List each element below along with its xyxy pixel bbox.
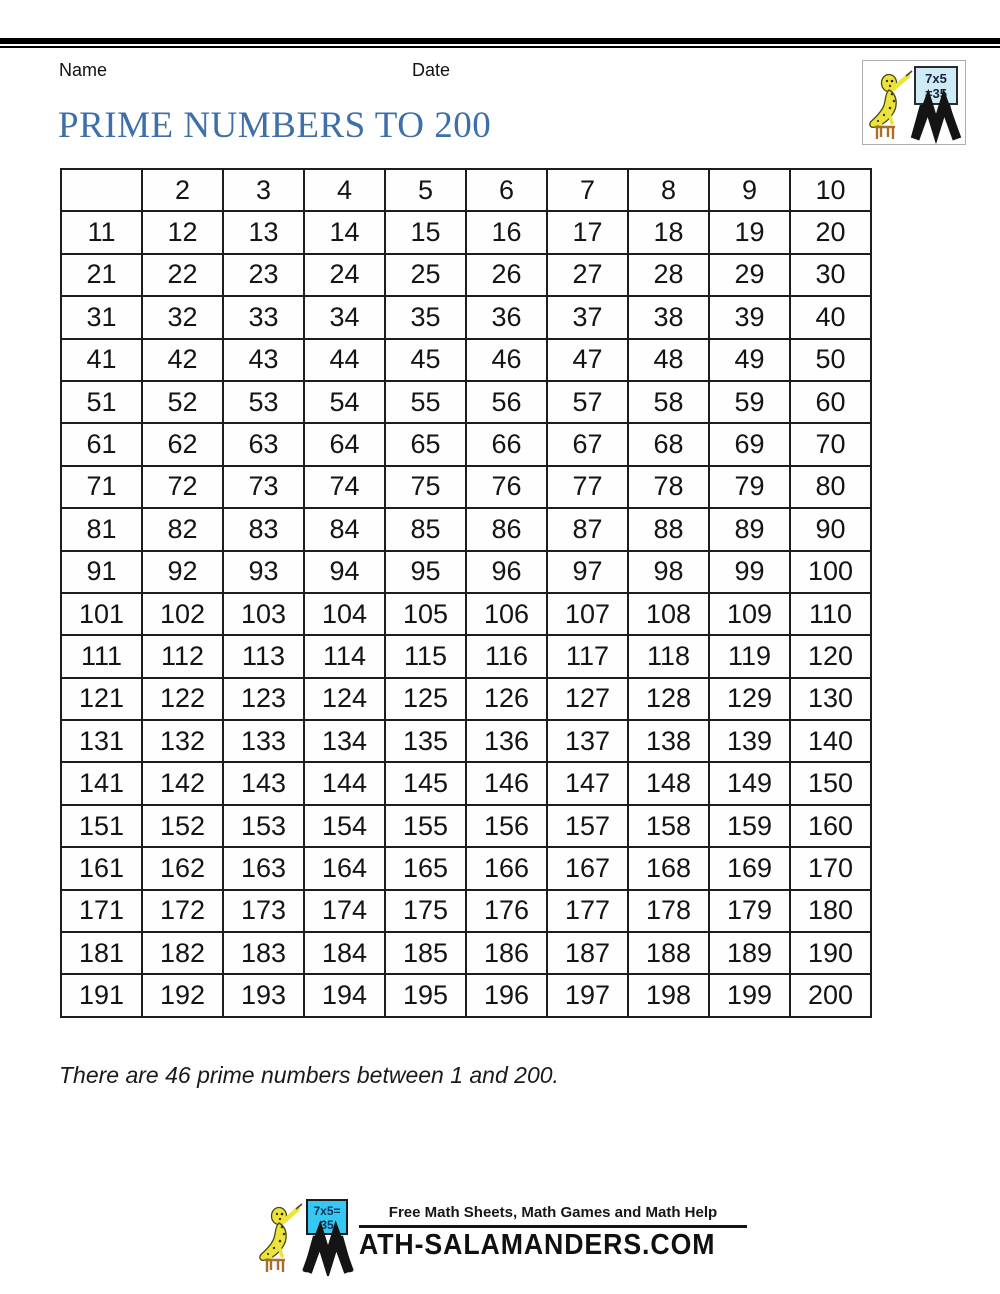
grid-cell-152: 152 xyxy=(142,805,223,847)
grid-cell-143: 143 xyxy=(223,762,304,804)
grid-cell-blank xyxy=(61,169,142,211)
grid-cell-182: 182 xyxy=(142,932,223,974)
grid-cell-13: 13 xyxy=(223,211,304,253)
grid-cell-14: 14 xyxy=(304,211,385,253)
grid-row xyxy=(61,805,871,847)
grid-cell-51: 51 xyxy=(61,381,142,423)
grid-cell-200: 200 xyxy=(790,974,871,1016)
grid-cell-10: 10 xyxy=(790,169,871,211)
grid-cell-120: 120 xyxy=(790,635,871,677)
grid-cell-121: 121 xyxy=(61,678,142,720)
grid-cell-189: 189 xyxy=(709,932,790,974)
grid-cell-125: 125 xyxy=(385,678,466,720)
grid-cell-155: 155 xyxy=(385,805,466,847)
grid-row xyxy=(61,211,871,253)
grid-cell-17: 17 xyxy=(547,211,628,253)
grid-cell-197: 197 xyxy=(547,974,628,1016)
grid-cell-6: 6 xyxy=(466,169,547,211)
grid-cell-40: 40 xyxy=(790,296,871,338)
grid-cell-24: 24 xyxy=(304,254,385,296)
grid-cell-187: 187 xyxy=(547,932,628,974)
grid-cell-123: 123 xyxy=(223,678,304,720)
grid-cell-9: 9 xyxy=(709,169,790,211)
grid-cell-118: 118 xyxy=(628,635,709,677)
footer-rule xyxy=(359,1225,746,1228)
grid-cell-88: 88 xyxy=(628,508,709,550)
grid-cell-102: 102 xyxy=(142,593,223,635)
grid-cell-174: 174 xyxy=(304,890,385,932)
grid-cell-4: 4 xyxy=(304,169,385,211)
m-logo-footer xyxy=(307,1236,349,1272)
grid-row xyxy=(61,381,871,423)
grid-cell-21: 21 xyxy=(61,254,142,296)
grid-cell-19: 19 xyxy=(709,211,790,253)
grid-cell-29: 29 xyxy=(709,254,790,296)
grid-cell-69: 69 xyxy=(709,423,790,465)
grid-cell-190: 190 xyxy=(790,932,871,974)
grid-cell-127: 127 xyxy=(547,678,628,720)
footer-brand-text: ATH-SALAMANDERS.COM xyxy=(359,1229,716,1261)
grid-cell-58: 58 xyxy=(628,381,709,423)
grid-cell-108: 108 xyxy=(628,593,709,635)
grid-cell-33: 33 xyxy=(223,296,304,338)
salamander-easel-icon xyxy=(863,61,965,144)
grid-cell-55: 55 xyxy=(385,381,466,423)
grid-cell-76: 76 xyxy=(466,466,547,508)
grid-cell-46: 46 xyxy=(466,339,547,381)
grid-cell-137: 137 xyxy=(547,720,628,762)
grid-row xyxy=(61,508,871,550)
footer-board-line2: 35 xyxy=(320,1218,334,1232)
grid-cell-12: 12 xyxy=(142,211,223,253)
grid-cell-156: 156 xyxy=(466,805,547,847)
grid-cell-111: 111 xyxy=(61,635,142,677)
grid-cell-168: 168 xyxy=(628,847,709,889)
grid-cell-167: 167 xyxy=(547,847,628,889)
grid-cell-117: 117 xyxy=(547,635,628,677)
grid-cell-45: 45 xyxy=(385,339,466,381)
grid-row xyxy=(61,678,871,720)
grid-row xyxy=(61,169,871,211)
grid-cell-136: 136 xyxy=(466,720,547,762)
grid-cell-107: 107 xyxy=(547,593,628,635)
grid-cell-191: 191 xyxy=(61,974,142,1016)
grid-cell-75: 75 xyxy=(385,466,466,508)
grid-cell-145: 145 xyxy=(385,762,466,804)
grid-cell-109: 109 xyxy=(709,593,790,635)
grid-cell-43: 43 xyxy=(223,339,304,381)
grid-cell-28: 28 xyxy=(628,254,709,296)
grid-row xyxy=(61,551,871,593)
grid-cell-161: 161 xyxy=(61,847,142,889)
grid-cell-138: 138 xyxy=(628,720,709,762)
grid-cell-27: 27 xyxy=(547,254,628,296)
grid-cell-96: 96 xyxy=(466,551,547,593)
grid-cell-122: 122 xyxy=(142,678,223,720)
grid-cell-31: 31 xyxy=(61,296,142,338)
grid-cell-48: 48 xyxy=(628,339,709,381)
grid-cell-157: 157 xyxy=(547,805,628,847)
grid-cell-85: 85 xyxy=(385,508,466,550)
grid-cell-41: 41 xyxy=(61,339,142,381)
grid-cell-44: 44 xyxy=(304,339,385,381)
grid-cell-165: 165 xyxy=(385,847,466,889)
grid-cell-92: 92 xyxy=(142,551,223,593)
grid-cell-139: 139 xyxy=(709,720,790,762)
grid-cell-34: 34 xyxy=(304,296,385,338)
grid-cell-23: 23 xyxy=(223,254,304,296)
grid-cell-3: 3 xyxy=(223,169,304,211)
grid-cell-81: 81 xyxy=(61,508,142,550)
grid-cell-169: 169 xyxy=(709,847,790,889)
grid-cell-142: 142 xyxy=(142,762,223,804)
grid-cell-112: 112 xyxy=(142,635,223,677)
grid-cell-74: 74 xyxy=(304,466,385,508)
grid-cell-124: 124 xyxy=(304,678,385,720)
grid-row xyxy=(61,466,871,508)
grid-cell-173: 173 xyxy=(223,890,304,932)
grid-cell-185: 185 xyxy=(385,932,466,974)
grid-cell-188: 188 xyxy=(628,932,709,974)
grid-cell-133: 133 xyxy=(223,720,304,762)
board-equation-line1: 7x5 xyxy=(925,71,947,86)
grid-cell-159: 159 xyxy=(709,805,790,847)
grid-row xyxy=(61,890,871,932)
grid-cell-113: 113 xyxy=(223,635,304,677)
grid-cell-93: 93 xyxy=(223,551,304,593)
grid-cell-97: 97 xyxy=(547,551,628,593)
grid-cell-176: 176 xyxy=(466,890,547,932)
grid-cell-37: 37 xyxy=(547,296,628,338)
grid-cell-89: 89 xyxy=(709,508,790,550)
grid-cell-183: 183 xyxy=(223,932,304,974)
grid-cell-22: 22 xyxy=(142,254,223,296)
grid-cell-42: 42 xyxy=(142,339,223,381)
grid-cell-131: 131 xyxy=(61,720,142,762)
grid-cell-115: 115 xyxy=(385,635,466,677)
footer-brand xyxy=(0,1196,1000,1276)
grid-cell-140: 140 xyxy=(790,720,871,762)
grid-cell-114: 114 xyxy=(304,635,385,677)
grid-cell-180: 180 xyxy=(790,890,871,932)
grid-cell-82: 82 xyxy=(142,508,223,550)
grid-cell-84: 84 xyxy=(304,508,385,550)
grid-cell-72: 72 xyxy=(142,466,223,508)
grid-cell-192: 192 xyxy=(142,974,223,1016)
name-label: Name xyxy=(59,60,108,80)
grid-cell-132: 132 xyxy=(142,720,223,762)
grid-cell-79: 79 xyxy=(709,466,790,508)
grid-cell-153: 153 xyxy=(223,805,304,847)
grid-cell-170: 170 xyxy=(790,847,871,889)
grid-cell-73: 73 xyxy=(223,466,304,508)
grid-cell-100: 100 xyxy=(790,551,871,593)
grid-cell-146: 146 xyxy=(466,762,547,804)
grid-cell-95: 95 xyxy=(385,551,466,593)
grid-cell-78: 78 xyxy=(628,466,709,508)
grid-cell-90: 90 xyxy=(790,508,871,550)
grid-cell-67: 67 xyxy=(547,423,628,465)
m-logo xyxy=(915,103,957,139)
grid-cell-101: 101 xyxy=(61,593,142,635)
grid-cell-83: 83 xyxy=(223,508,304,550)
grid-cell-119: 119 xyxy=(709,635,790,677)
grid-cell-56: 56 xyxy=(466,381,547,423)
grid-cell-181: 181 xyxy=(61,932,142,974)
grid-cell-66: 66 xyxy=(466,423,547,465)
grid-cell-194: 194 xyxy=(304,974,385,1016)
grid-row xyxy=(61,339,871,381)
grid-cell-162: 162 xyxy=(142,847,223,889)
grid-cell-8: 8 xyxy=(628,169,709,211)
grid-cell-68: 68 xyxy=(628,423,709,465)
grid-cell-175: 175 xyxy=(385,890,466,932)
grid-cell-178: 178 xyxy=(628,890,709,932)
prime-number-grid xyxy=(60,168,872,1018)
salamander-easel-icon-footer xyxy=(253,1196,373,1276)
grid-cell-199: 199 xyxy=(709,974,790,1016)
grid-cell-105: 105 xyxy=(385,593,466,635)
grid-cell-91: 91 xyxy=(61,551,142,593)
grid-cell-53: 53 xyxy=(223,381,304,423)
grid-row xyxy=(61,423,871,465)
grid-cell-141: 141 xyxy=(61,762,142,804)
grid-cell-61: 61 xyxy=(61,423,142,465)
grid-row xyxy=(61,762,871,804)
page-title: PRIME NUMBERS TO 200 xyxy=(58,105,492,146)
grid-cell-104: 104 xyxy=(304,593,385,635)
top-divider-rule xyxy=(0,38,1000,48)
grid-cell-86: 86 xyxy=(466,508,547,550)
grid-cell-11: 11 xyxy=(61,211,142,253)
grid-cell-15: 15 xyxy=(385,211,466,253)
grid-cell-26: 26 xyxy=(466,254,547,296)
grid-cell-150: 150 xyxy=(790,762,871,804)
grid-cell-135: 135 xyxy=(385,720,466,762)
grid-cell-130: 130 xyxy=(790,678,871,720)
grid-cell-99: 99 xyxy=(709,551,790,593)
grid-cell-134: 134 xyxy=(304,720,385,762)
grid-cell-16: 16 xyxy=(466,211,547,253)
grid-cell-160: 160 xyxy=(790,805,871,847)
grid-cell-38: 38 xyxy=(628,296,709,338)
grid-row xyxy=(61,296,871,338)
grid-row xyxy=(61,720,871,762)
grid-cell-59: 59 xyxy=(709,381,790,423)
grid-cell-30: 30 xyxy=(790,254,871,296)
grid-cell-32: 32 xyxy=(142,296,223,338)
grid-cell-163: 163 xyxy=(223,847,304,889)
grid-cell-158: 158 xyxy=(628,805,709,847)
grid-cell-57: 57 xyxy=(547,381,628,423)
grid-row xyxy=(61,593,871,635)
grid-cell-154: 154 xyxy=(304,805,385,847)
grid-cell-110: 110 xyxy=(790,593,871,635)
grid-cell-196: 196 xyxy=(466,974,547,1016)
math-salamanders-logo-badge xyxy=(862,60,966,145)
footer-tagline: Free Math Sheets, Math Games and Math Help xyxy=(388,1204,718,1221)
grid-cell-126: 126 xyxy=(466,678,547,720)
grid-cell-18: 18 xyxy=(628,211,709,253)
grid-cell-49: 49 xyxy=(709,339,790,381)
grid-cell-35: 35 xyxy=(385,296,466,338)
grid-cell-94: 94 xyxy=(304,551,385,593)
grid-cell-54: 54 xyxy=(304,381,385,423)
grid-cell-193: 193 xyxy=(223,974,304,1016)
grid-cell-50: 50 xyxy=(790,339,871,381)
grid-cell-5: 5 xyxy=(385,169,466,211)
date-label: Date xyxy=(412,60,451,80)
grid-cell-149: 149 xyxy=(709,762,790,804)
grid-cell-47: 47 xyxy=(547,339,628,381)
grid-row xyxy=(61,974,871,1016)
grid-cell-60: 60 xyxy=(790,381,871,423)
grid-cell-179: 179 xyxy=(709,890,790,932)
grid-cell-87: 87 xyxy=(547,508,628,550)
grid-cell-7: 7 xyxy=(547,169,628,211)
prime-count-note: There are 46 prime numbers between 1 and 200. xyxy=(59,1062,559,1088)
grid-cell-184: 184 xyxy=(304,932,385,974)
grid-cell-98: 98 xyxy=(628,551,709,593)
grid-cell-20: 20 xyxy=(790,211,871,253)
grid-cell-65: 65 xyxy=(385,423,466,465)
grid-cell-77: 77 xyxy=(547,466,628,508)
grid-row xyxy=(61,847,871,889)
grid-cell-106: 106 xyxy=(466,593,547,635)
grid-cell-144: 144 xyxy=(304,762,385,804)
grid-cell-166: 166 xyxy=(466,847,547,889)
grid-cell-171: 171 xyxy=(61,890,142,932)
grid-cell-151: 151 xyxy=(61,805,142,847)
grid-cell-128: 128 xyxy=(628,678,709,720)
grid-cell-62: 62 xyxy=(142,423,223,465)
grid-row xyxy=(61,932,871,974)
footer-board-line1: 7x5= xyxy=(313,1204,341,1218)
grid-cell-36: 36 xyxy=(466,296,547,338)
grid-cell-2: 2 xyxy=(142,169,223,211)
grid-cell-70: 70 xyxy=(790,423,871,465)
grid-cell-198: 198 xyxy=(628,974,709,1016)
grid-cell-25: 25 xyxy=(385,254,466,296)
grid-cell-129: 129 xyxy=(709,678,790,720)
grid-cell-147: 147 xyxy=(547,762,628,804)
grid-row xyxy=(61,254,871,296)
grid-cell-164: 164 xyxy=(304,847,385,889)
grid-cell-103: 103 xyxy=(223,593,304,635)
grid-cell-116: 116 xyxy=(466,635,547,677)
grid-cell-39: 39 xyxy=(709,296,790,338)
grid-cell-148: 148 xyxy=(628,762,709,804)
grid-cell-63: 63 xyxy=(223,423,304,465)
grid-cell-172: 172 xyxy=(142,890,223,932)
grid-cell-186: 186 xyxy=(466,932,547,974)
grid-cell-64: 64 xyxy=(304,423,385,465)
grid-cell-195: 195 xyxy=(385,974,466,1016)
grid-cell-52: 52 xyxy=(142,381,223,423)
grid-cell-177: 177 xyxy=(547,890,628,932)
grid-cell-80: 80 xyxy=(790,466,871,508)
board-equation-line2: =35 xyxy=(924,86,948,101)
grid-row xyxy=(61,635,871,677)
grid-cell-71: 71 xyxy=(61,466,142,508)
